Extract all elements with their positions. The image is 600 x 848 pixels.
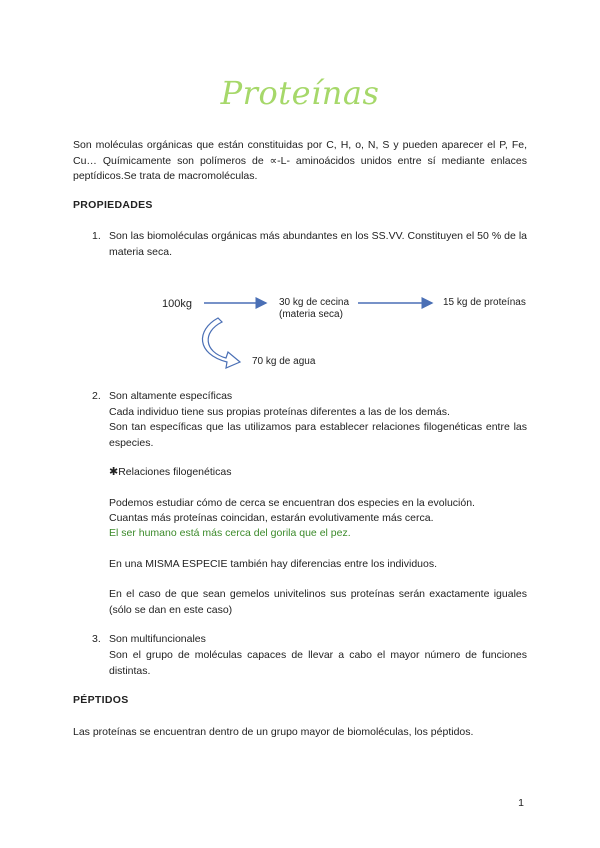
- asterisk-icon: ✱: [109, 466, 119, 478]
- phylo-subheading: [109, 465, 231, 481]
- properties-heading: PROPIEDADES: [73, 199, 153, 211]
- peptides-text: Las proteínas se encuentran dentro de un grupo mayor de biomoléculas, los péptidos.: [73, 726, 474, 738]
- phylo-example: El ser humano está más cerca del gorila que el pez.: [109, 527, 351, 539]
- phylo-line2: Cuantas más proteínas coincidan, estarán evolutivamente más cerca.: [109, 512, 434, 524]
- item1-number: 1.: [92, 230, 101, 242]
- phylo-label: Relaciones filogenéticas: [118, 466, 232, 478]
- item2-title: Son altamente específicas: [109, 390, 233, 402]
- item3-text: Son el grupo de moléculas capaces de llevar a cabo el mayor número de funciones distintas.: [109, 649, 527, 677]
- twins-text: En el caso de que sean gemelos univitelinos sus proteínas serán exactamente iguales (sólo se dan en este caso): [109, 588, 527, 616]
- diagram-end-label: 15 kg de proteínas: [443, 297, 526, 308]
- diagram-middle-line1: 30 kg de cecina: [279, 297, 350, 308]
- item2-number: 2.: [92, 390, 101, 402]
- curved-arrow-to-water: [202, 318, 240, 368]
- item1-text: Son las biomoléculas orgánicas más abundantes en los SS.VV. Constituyen el 50 % de la materia seca.: [109, 230, 527, 258]
- phylo-line1: Podemos estudiar cómo de cerca se encuentran dos especies en la evolución.: [109, 497, 475, 509]
- diagram-water-label: 70 kg de agua: [252, 356, 316, 367]
- same-species-text: En una MISMA ESPECIE también hay diferencias entre los individuos.: [109, 558, 438, 570]
- item3-number: 3.: [92, 633, 101, 645]
- diagram-middle-line2: (materia seca): [279, 309, 343, 320]
- item2-line1: Cada individuo tiene sus propias proteínas diferentes a las de los demás.: [109, 406, 450, 418]
- page-title: Proteínas: [220, 74, 380, 112]
- peptides-heading: PÉPTIDOS: [73, 694, 129, 706]
- page-number: 1: [518, 797, 524, 809]
- diagram-arrows: [0, 0, 600, 400]
- item2-line2: Son tan específicas que las utilizamos para establecer relaciones filogenéticas entre las especies.: [109, 421, 527, 449]
- intro-paragraph: Son moléculas orgánicas que están constituidas por C, H, o, N, S y pueden aparecer el P, Fe, Cu… Químicamente son polímeros de ∝-L- aminoácidos unidos entre sí mediante enlaces peptídicos.Se trata de macromoléculas.: [73, 139, 527, 182]
- diagram-start-label: 100kg: [162, 298, 192, 310]
- item3-title: Son multifuncionales: [109, 633, 206, 645]
